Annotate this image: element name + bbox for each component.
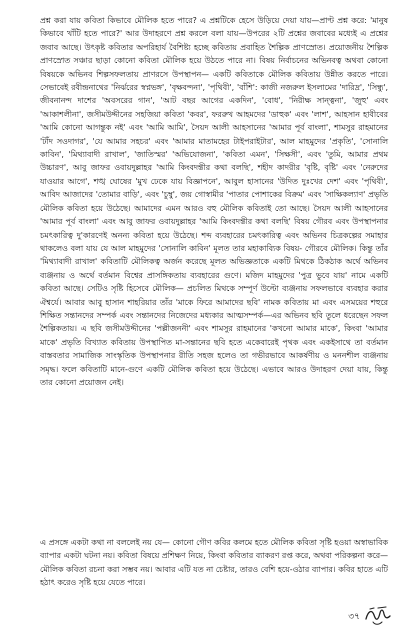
page-footer bbox=[348, 604, 392, 628]
signature-logo-icon bbox=[364, 605, 392, 627]
page-number: ৩৭ bbox=[348, 611, 360, 622]
body-paragraph: প্রশ্ন করা যায় কবিতা কিভাবে মৌলিক হতে পারে? এ প্রশ্নটিকে হেসে উড়িয়ে দেয়া যায়—প্রাণ্ট প্রশ্ন করে: 'মানুষ কিভাবে খাঁটি হতে পারে?' আর উদাহরণে প্রশ্ন করলে বলা যায়—উপরের ২টি প্রশ্নের জবাবের মধ্যেই এ প্রশ্নের জবাব আছে। উৎকৃষ্ট কবিতার অপরিহার্য বৈশিষ্ট্য হচ্ছে কবিতায় প্রবাহিত শৈল্পিক প্রাণস্রোত। প্রয়োজনীয় শৈল্পিক প্রাণস্রোত সঞ্চার ছাড়া কোনো কবিতা মৌলিক হয়ে উঠতে পারে না। বিষয় নির্বাচনের অভিনবত্ব অথবা কোনো বিষয়কে অভিনব শিল্পসফলতায় প্রাণরসে উপস্থাপন— একটি কবিতাকে মৌলিক কবিতায় উন্নীত করতে পারে। সেভাবেই রবীন্দ্রনাথের 'নির্ঝরের স্বপ্নভঙ্গ', 'বৃক্ষবন্দনা', 'পৃথিবী', 'বাঁশি': কাজী নজরুল ইসলামের 'দারিদ্র', 'সিন্ধু', জীবনানন্দ দাশের 'অবসরের গান', 'আট বছর আগের একদিন', 'বোধ', 'নিরীক্ষ সান্ত্বনা', 'জুহু' এবং 'আকাশলীনা', জসীমউদ্দীনের সহজিয়া কবিতা 'কবর', ফররুখ আহমদের 'ডাহুক' এবং 'লাশ', আহসান হাবীবের 'আমি কোনো আগন্তুক নই' এবং 'আমি আমি', সৈয়দ আলী আহসানের 'আমার পূর্ব বাংলা', শামসুর রাহমানের 'টাঁদ সওদাগর', 'যে আমার সহচর' এবং 'আমার মাতামহের টাইপরাইটার', আল মাহমুদের 'প্রকৃতি', 'সোনালি কাবিন', 'মিথ্যাবাদী রাখাল', 'জাতিস্মর' 'অভিযোজনা', 'কবিতা এমন', 'সিক্ষসী', এবং 'তুমি, আমার প্রথম উচ্চারণ', আবু জাফর ওবায়দুল্লাহর 'আমি কিংবদন্তীর কথা বলছি', শহীদ কাদরীর 'বৃষ্টি, বৃষ্টি' এবং 'নেরুদের যাওয়ার আগে', শঙ্খ ঘোষের 'মুখ ঢেকে যায় বিজ্ঞাপনে', আবুল হাসানের 'উদিত দুঃখের দেশ' এবং 'পৃথিবী', আবিদ আজাদের 'তোমার বাড়ি', এবং 'চুম্বু', জয় গোস্বামীর 'পাতার পোশাকের বিক্রম' এবং 'সাক্ষিকল্যাণ' প্রভৃতি মৌলিক কবিতা হয়ে উঠেছে। আমাদের এমন আরও বহু মৌলিক কবিতাই তো আছে। সৈয়দ আলী আহসানের 'আমার পূর্ব বাংলা' এবং আবু জাফর ওবায়দুল্লাহর 'আমি কিংবদন্তীর কথা বলছি' বিষয় গৌরব এবং উপস্থাপনার চমৎকারিত্ব দু'কারণেই অনন্য কবিতা হয়ে উঠেছে। শব্দ ব্যবহারের চমৎকারিত্ব এবং অভিনব চিত্রকল্পের সমাহার থাকলেও বলা যায় যে আল মাহমুদের 'সোনালি কাবিন' মূলত তার মহাকাব্যিক বিষয়- গৌরবে মৌলিক। কিন্তু তাঁর 'মিথ্যাবাদী রাখাল' কবিতাটি মৌলিকত্ব অর্জন করেছে মূলত অভিজ্ঞতাকে একটি মিথকে ঠিকঠাক অর্থে অভিনব ব্যঞ্জনায় ও অর্থে বর্তমান বিশ্বের প্রাসঙ্গিকতায় ব্যবহারের গুণে। মজিদ মাহমুদের 'পুত্র ভুবে যায়' নামে একটি কবিতা আছে। সেটিও সৃষ্টি হিসেবে মৌলিক— প্রচলিত মিথকে সম্পূর্ণ উল্টো ব্যঞ্জনায় সফলভাবে ব্যবহার করার ঐশ্বর্যে। আবার আবু হাসান শাহরিয়ার তাঁর 'মাকে ফিরে আমাদের ছবি' নামক কবিতায় মা এবং এসময়ের শহুরে শিক্ষিত সন্তানদের সম্পর্ক এবং সন্তানদের নিজেদের মধ্যকার আত্মসম্পর্ক—এর অভিনব ছবি তুলে ধরেছেন সফল শৈল্পিকতায়। এ ছবি জসীমউদ্দীনের 'পল্লীজননী' এবং শামসুর রাহমানের 'কখনো আমার মাকে', কিংবা 'আমার মাকে' প্রভৃতি বিখ্যাত কবিতায় উপস্থাপিত মা-সন্তানের ছবি হতে একেবারেই পৃথক এবং একইসাথে তা বর্তমান বাস্তবতার সামাজিক সাংস্কৃতিক উপস্থাপনার রীতি সহজ হলেও তা গভীরভাবে আকর্ষণীয় ও মননশীল ব্যঞ্জনায় সমৃদ্ধ। ফলে কবিতাটি মানে-গুণে একটি মৌলিক কবিতা হয়ে উঠেছে। এভাবে আরও উদাহরণ দেয়া যায়, কিন্তু তার কোনো প্রয়োজন নেই। bbox=[40, 16, 388, 387]
body-paragraph: এ প্রসঙ্গে একটা কথা না বললেই নয় যে— কোনো গৌণ কবির কলমে হতে মৌলিক কবিতা সৃষ্টি হওয়া অস্বাভাবিক ব্যাপার একটা ঘটনা নয়। কবিতা বিষয়ে প্রশিক্ষণ নিয়ে, কিংবা কবিতার ব্যাকরণ রপ্ত করে, অথবা পরিকল্পনা করে— মৌলিক কবিতা রচনা করা সম্ভব নয়। আবার এটি যত না চেষ্টার, তারও বেশি হয়ে-ওঠার ব্যাপার। কবির হাতে এটি হঠাৎ করেও সৃষ্টি হয়ে যেতে পারে। bbox=[40, 538, 388, 588]
